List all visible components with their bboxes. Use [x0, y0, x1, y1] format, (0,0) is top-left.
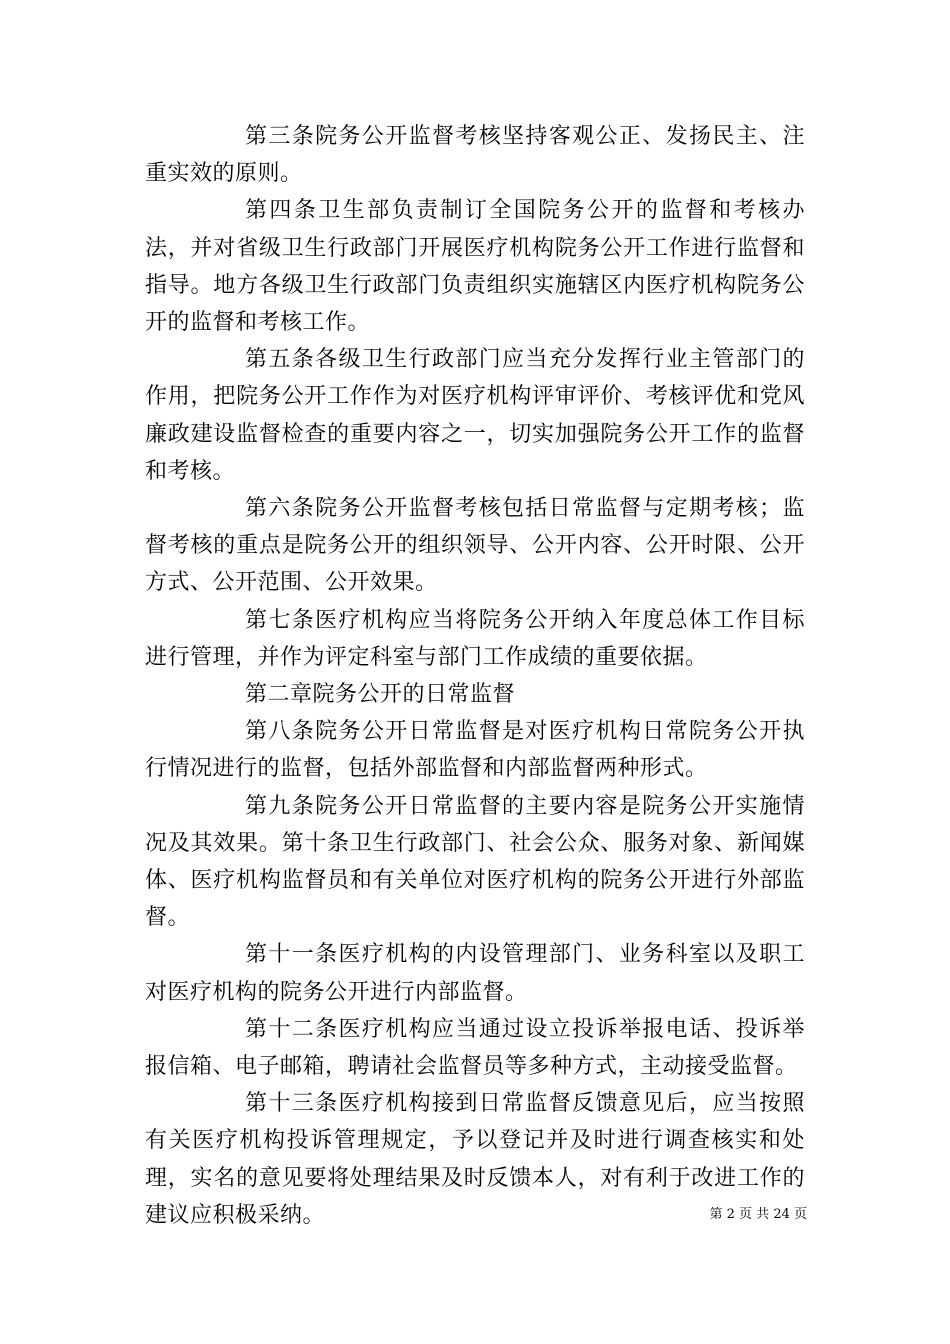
- article-6: 第六条院务公开监督考核包括日常监督与定期考核；监督考核的重点是院务公开的组织领导、公开内容、公开时限、公开方式、公开范围、公开效果。: [145, 496, 805, 596]
- article-5: 第五条各级卫生行政部门应当充分发挥行业主管部门的作用，把院务公开工作作为对医疗机构评审评价、考核评优和党风廉政建设监督检查的重要内容之一，切实加强院务公开工作的监督和考核。: [145, 347, 805, 484]
- article-4: 第四条卫生部负责制订全国院务公开的监督和考核办法，并对省级卫生行政部门开展医疗机构院务公开工作进行监督和指导。地方各级卫生行政部门负责组织实施辖区内医疗机构院务公开的监督和考核工作。: [145, 198, 805, 336]
- article-11: 第十一条医疗机构的内设管理部门、业务科室以及职工对医疗机构的院务公开进行内部监督。: [145, 942, 805, 1005]
- article-13: 第十三条医疗机构接到日常监督反馈意见后，应当按照有关医疗机构投诉管理规定，予以登记并及时进行调查核实和处理，实名的意见要将处理结果及时反馈本人，对有利于改进工作的建议应积极采纳。: [145, 1091, 805, 1228]
- article-7: 第七条医疗机构应当将院务公开纳入年度总体工作目标进行管理，并作为评定科室与部门工作成绩的重要依据。: [145, 607, 805, 670]
- document-body: [145, 118, 805, 1234]
- article-8: 第八条院务公开日常监督是对医疗机构日常院务公开执行情况进行的监督，包括外部监督和内部监督两种形式。: [145, 719, 805, 782]
- article-12: 第十二条医疗机构应当通过设立投诉举报电话、投诉举报信箱、电子邮箱，聘请社会监督员等多种方式，主动接受监督。: [145, 1016, 805, 1080]
- article-9-10: 第九条院务公开日常监督的主要内容是院务公开实施情况及其效果。第十条卫生行政部门、社会公众、服务对象、新闻媒体、医疗机构监督员和有关单位对医疗机构的院务公开进行外部监督。: [145, 793, 805, 931]
- article-3: 第三条院务公开监督考核坚持客观公正、发扬民主、注重实效的原则。: [145, 124, 805, 187]
- chapter-2-heading: 第二章院务公开的日常监督: [245, 682, 516, 708]
- page-number-footer: 第 2 页 共 24 页: [709, 1207, 807, 1222]
